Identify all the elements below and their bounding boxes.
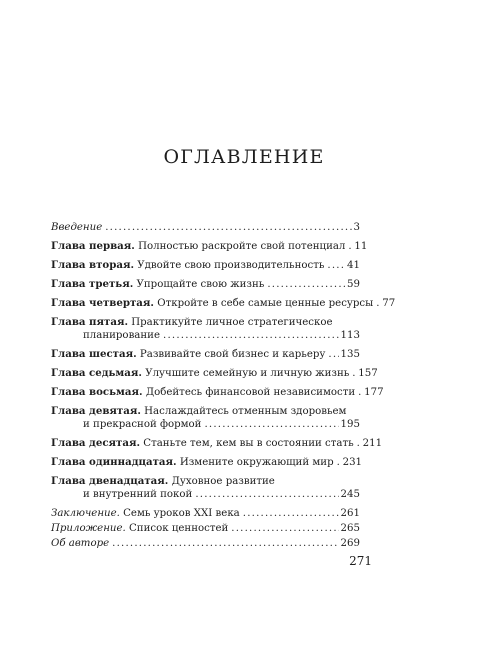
- chapter-title-continued: и внутренний покой: [83, 489, 193, 501]
- toc-page-number: 41: [347, 259, 360, 271]
- chapter-label: Глава четвертая.: [51, 296, 154, 309]
- toc-page-number: 135: [340, 348, 360, 360]
- dot-leader: [328, 348, 338, 361]
- chapter-label: Глава двенадцатая.: [51, 474, 169, 487]
- toc-entry-chapter-8[interactable]: [51, 385, 384, 399]
- toc-page-number: 195: [340, 418, 360, 430]
- chapter-title: Наслаждайтесь отменным здоровьем: [144, 405, 347, 417]
- chapter-label: Глава седьмая.: [51, 366, 142, 379]
- chapter-title: Измените окружающий мир: [179, 456, 334, 468]
- chapter-title: Улучшите семейную и личную жизнь: [145, 367, 350, 379]
- dot-leader: [348, 240, 352, 253]
- section-title: Список ценностей: [129, 522, 229, 534]
- dot-leader: [231, 522, 338, 535]
- dot-leader: [243, 507, 339, 520]
- chapter-title: Духовное развитие: [171, 475, 275, 487]
- dot-leader: [376, 297, 380, 310]
- toc-entry-label: Введение: [51, 222, 103, 233]
- toc-page-number: 211: [362, 437, 383, 449]
- chapter-label: Глава девятая.: [51, 404, 141, 417]
- toc-page-number: 3: [353, 222, 360, 233]
- toc-entry-chapter-7[interactable]: [51, 366, 378, 380]
- chapter-label: Глава первая.: [51, 239, 135, 252]
- chapter-title: Полностью раскройте свой потенциал: [138, 240, 346, 252]
- dot-leader: [358, 386, 362, 399]
- chapter-label: Глава шестая.: [51, 347, 137, 360]
- dot-leader: [112, 537, 338, 550]
- page-title: ОГЛАВЛЕНИЕ: [163, 146, 325, 168]
- toc-entry-chapter-9[interactable]: [51, 405, 360, 432]
- chapter-title-continued: и прекрасной формой: [83, 418, 202, 430]
- toc-page-number: 77: [382, 297, 396, 309]
- toc-page-number: 269: [340, 537, 360, 549]
- toc-entry-about-author[interactable]: [51, 537, 360, 550]
- page-number: 271: [349, 554, 372, 568]
- chapter-label: Глава восьмая.: [51, 385, 143, 398]
- chapter-label: Глава пятая.: [51, 315, 129, 328]
- section-label: Заключение.: [51, 508, 120, 519]
- toc-page-number: 11: [354, 240, 368, 252]
- toc-page-number: 245: [340, 489, 360, 501]
- chapter-title-continued: планирование: [83, 329, 160, 341]
- dot-leader: [204, 418, 338, 431]
- toc-entry-introduction[interactable]: [51, 221, 360, 234]
- section-label: Приложение.: [51, 522, 126, 534]
- toc-entry-chapter-11[interactable]: [51, 455, 363, 469]
- toc-page-number: 59: [347, 278, 360, 290]
- dot-leader: [352, 367, 356, 380]
- toc-entry-appendix[interactable]: [51, 522, 360, 535]
- chapter-title: Удвойте свою производительность: [137, 259, 325, 271]
- chapter-label: Глава вторая.: [51, 258, 135, 271]
- dot-leader: [163, 329, 339, 342]
- dot-leader: [195, 488, 338, 501]
- toc-entry-chapter-3[interactable]: [51, 278, 360, 291]
- chapter-title: Станьте тем, кем вы в состоянии стать: [143, 437, 354, 449]
- toc-page-number: 231: [342, 456, 363, 468]
- toc-entry-chapter-10[interactable]: [51, 436, 383, 450]
- toc-page-number: 113: [340, 329, 360, 341]
- section-label: Об авторе: [51, 537, 110, 549]
- section-title: Семь уроков XXI века: [123, 508, 240, 519]
- chapter-label: Глава одиннадцатая.: [51, 455, 177, 468]
- toc-entry-chapter-12[interactable]: [51, 475, 360, 502]
- toc-page-number: 157: [358, 367, 378, 379]
- dot-leader: [105, 221, 351, 234]
- chapter-title: Упрощайте свою жизнь: [136, 278, 265, 290]
- chapter-title: Откройте в себе самые ценные ресурсы: [157, 297, 374, 309]
- toc-entry-conclusion[interactable]: [51, 507, 360, 520]
- chapter-label: Глава десятая.: [51, 436, 141, 449]
- toc-entry-chapter-6[interactable]: [51, 348, 360, 361]
- chapter-title: Практикуйте личное стратегическое: [131, 316, 333, 328]
- chapter-title: Добейтесь финансовой независимости: [145, 386, 356, 398]
- toc-entry-chapter-1[interactable]: [51, 239, 368, 253]
- toc-entry-chapter-4[interactable]: [51, 296, 396, 310]
- chapter-title: Развивайте свой бизнес и карьеру: [139, 348, 326, 360]
- dot-leader: [327, 259, 345, 272]
- dot-leader: [337, 456, 341, 469]
- toc-entry-chapter-5[interactable]: [51, 316, 360, 343]
- chapter-label: Глава третья.: [51, 277, 134, 290]
- dot-leader: [267, 278, 345, 291]
- toc-page-number: 265: [340, 522, 360, 534]
- toc-page-number: 177: [364, 386, 384, 398]
- toc-page-number: 261: [340, 508, 360, 519]
- toc-entry-chapter-2[interactable]: [51, 259, 360, 272]
- dot-leader: [357, 437, 361, 450]
- table-of-contents: [51, 221, 396, 550]
